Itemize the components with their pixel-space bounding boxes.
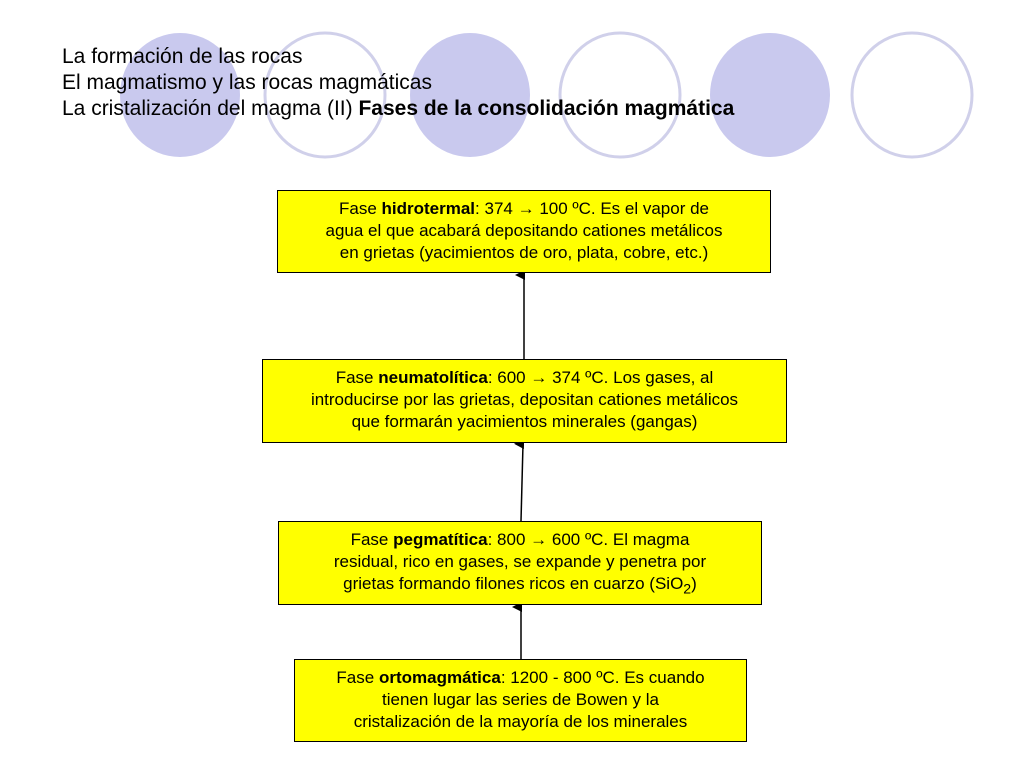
phase-text: ) [691,574,697,593]
phase-ortomagmatica-line-2: tienen lugar las series de Bowen y la [382,690,659,709]
title-bold-text: Fases de la consolidación magmática [358,97,735,120]
title-line-3-text: La cristalización del magma (II) [62,97,353,120]
phase-neumatolitica-line-3: que formarán yacimientos minerales (gangas) [351,412,698,431]
phase-text: 600 ºC. El magma [547,530,690,549]
phase-box-ortomagmatica [294,659,747,742]
phase-box-pegmatitica [278,521,762,605]
phase-name: pegmatítica [393,530,488,549]
phase-ortomagmatica-line-1 [301,667,740,689]
phase-ortomagmatica-line-3: cristalización de la mayoría de los minerales [353,712,688,731]
phase-pegmatitica-line-2: residual, rico en gases, se expande y penetra por [333,552,707,571]
phase-temp: : 600 [487,368,531,387]
slide-title [62,44,734,122]
phase-hidrotermal-line-3: en grietas (yacimientos de oro, plata, cobre, etc.) [339,243,709,262]
phase-neumatolitica-line-1 [269,367,780,389]
phase-temp: : 800 [487,530,531,549]
phase-pegmatitica-line-1 [285,529,755,551]
arrow-right-icon: → [530,368,548,387]
phase-hidrotermal-line-1 [284,198,764,220]
arrow-right-icon: → [517,199,535,218]
subscript-2: 2 [683,581,692,598]
phase-name: ortomagmática [378,668,501,687]
phase-name: hidrotermal [381,199,476,218]
title-line-2: El magmatismo y las rocas magmáticas [62,71,432,94]
phase-prefix: Fase [350,530,394,549]
arrow-pegmatitica-to-neumatolitica [521,444,523,521]
phase-text: : 1200 - 800 ºC. Es cuando [500,668,705,687]
phase-box-neumatolitica [262,359,787,443]
phase-name: neumatolítica [378,368,488,387]
phase-box-hidrotermal [277,190,771,273]
arrow-right-icon: → [530,530,548,549]
phase-prefix: Fase [338,199,382,218]
phase-neumatolitica-line-2: introducirse por las grietas, depositan cationes metálicos [310,390,739,409]
phase-text: grietas formando filones ricos en cuarzo (SiO [343,574,684,593]
phase-hidrotermal-line-2: agua el que acabará depositando cationes metálicos [325,221,723,240]
title-line-1: La formación de las rocas [62,45,303,68]
phase-pegmatitica-line-3 [285,573,755,600]
phase-prefix: Fase [335,368,379,387]
phase-prefix: Fase [336,668,379,687]
decor-circle-6 [852,33,972,157]
phase-text: 374 ºC. Los gases, al [547,368,714,387]
phase-temp: : 374 [475,199,518,218]
phase-text: 100 ºC. Es el vapor de [534,199,710,218]
title-line-3 [62,96,734,122]
